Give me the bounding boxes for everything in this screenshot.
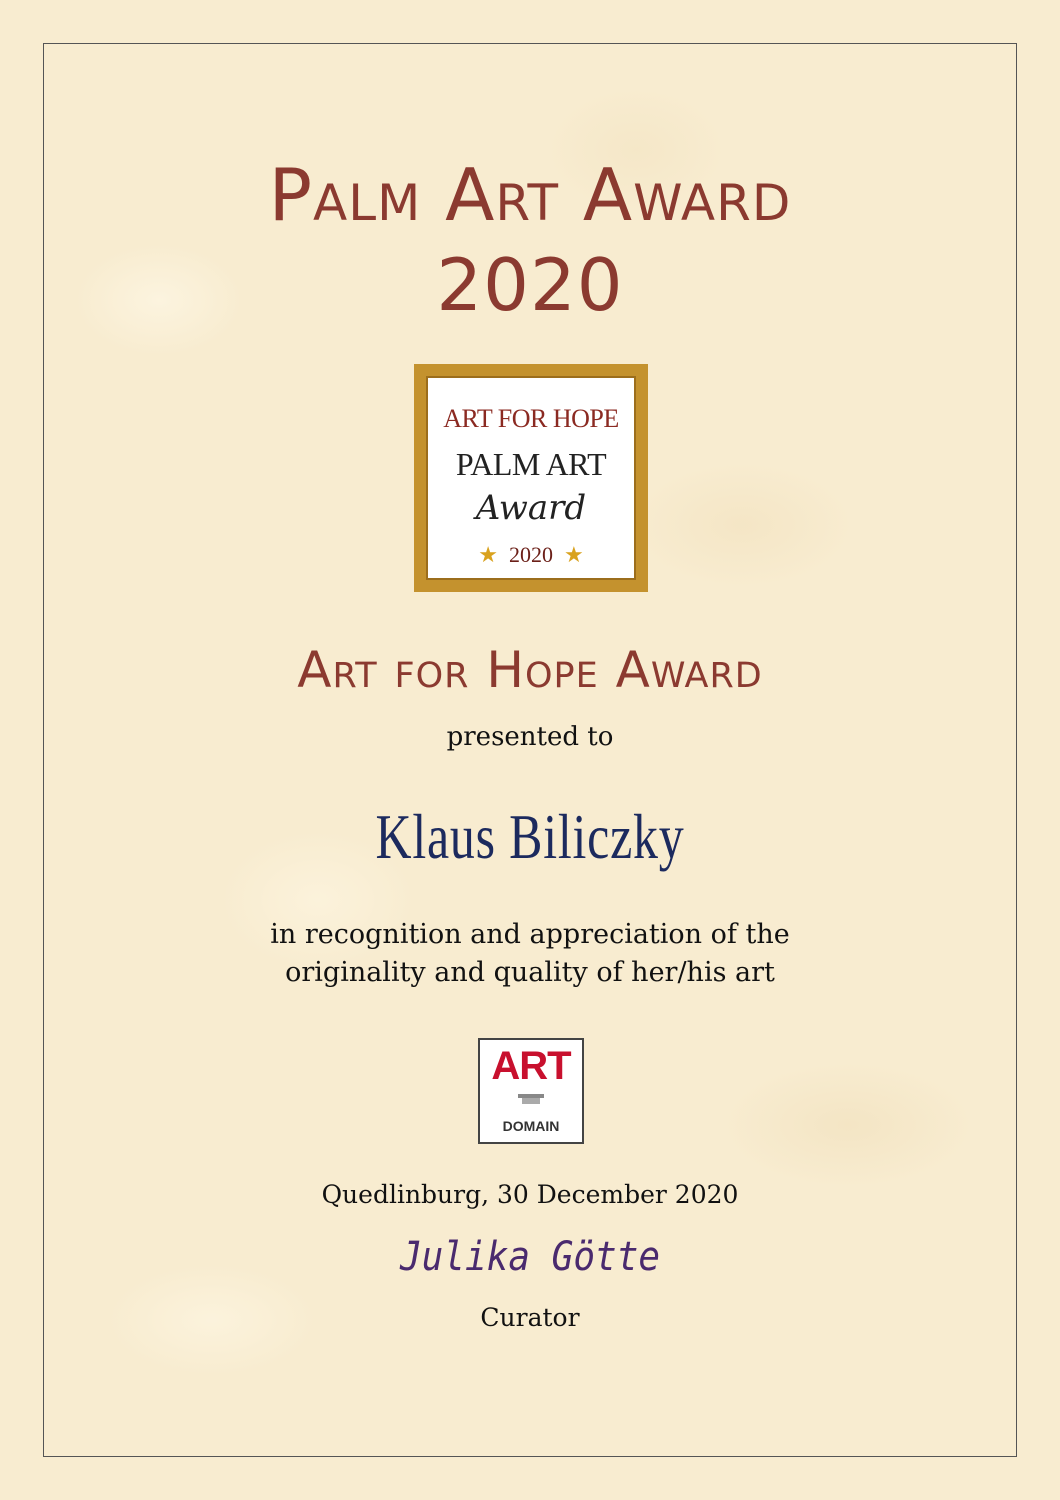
- art-domain-logo: [478, 1038, 584, 1144]
- recognition-text: [0, 916, 1060, 992]
- logo-line-art-for-hope: ART FOR HOPE: [443, 404, 619, 433]
- star-icon: ★: [478, 542, 498, 567]
- column-icon: [516, 1092, 546, 1106]
- recognition-line-1: in recognition and appreciation of the: [270, 919, 790, 950]
- logo-line-award: Award: [475, 488, 587, 528]
- recognition-line-2: originality and quality of her/his art: [285, 957, 775, 988]
- place-date: Quedlinburg, 30 December 2020: [321, 1180, 739, 1209]
- art-domain-logo-top: ART: [491, 1044, 571, 1088]
- certificate-title: Palm Art Award: [268, 153, 792, 237]
- signature: Julika Götte: [399, 1234, 661, 1280]
- palm-art-award-logo: [414, 364, 648, 592]
- logo-year: 2020: [509, 542, 553, 567]
- certificate-year: 2020: [436, 243, 624, 327]
- star-icon: ★: [564, 542, 584, 567]
- presented-to-text: presented to: [446, 722, 614, 752]
- recipient-name: Klaus Biliczky: [375, 801, 685, 872]
- logo-year-row: [426, 542, 636, 568]
- art-domain-logo-bottom: DOMAIN: [502, 1118, 560, 1134]
- logo-line-palm-art: PALM ART: [455, 446, 607, 482]
- award-name: Art for Hope Award: [297, 641, 763, 699]
- signer-role: Curator: [480, 1303, 580, 1332]
